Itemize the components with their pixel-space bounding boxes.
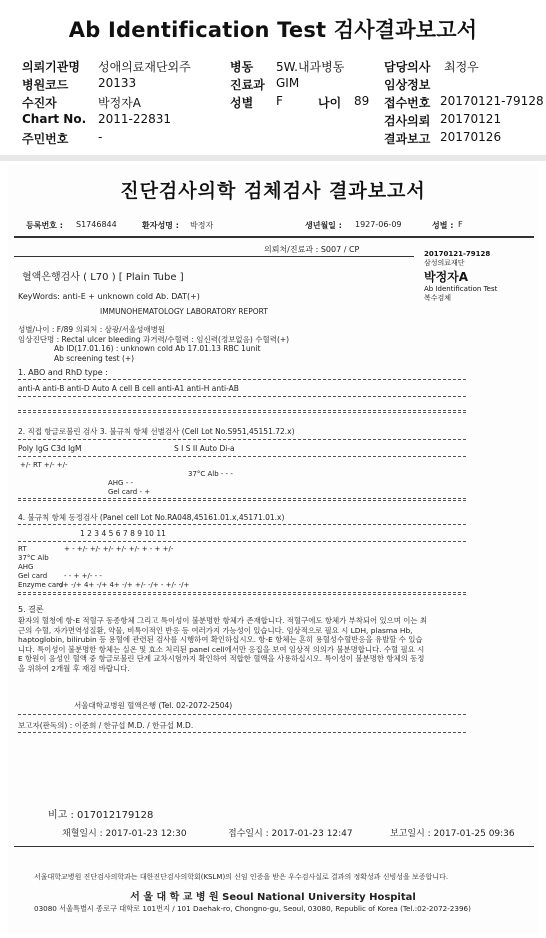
patient-name-label: 환자성명 : — [142, 221, 179, 230]
table-row — [18, 572, 466, 581]
table-row — [18, 563, 466, 572]
label-clinical-info: 임상정보 — [384, 78, 431, 92]
row-values: + - +/- +/- +/- +/- +/- + - + +/- — [64, 545, 174, 553]
ab-id-line: Ab ID(17.01.16) : unknown cold Ab 17.01.13 RBC 1unit — [54, 344, 261, 353]
stamp-test: Ab Identification Test — [424, 285, 498, 293]
info-row — [22, 112, 542, 130]
divider — [18, 541, 466, 542]
value-request-date: 20170121 — [440, 112, 502, 126]
patient-info-table — [22, 58, 542, 148]
label-patient: 수진자 — [22, 96, 57, 110]
stamp-specimen: 복수검체 — [424, 294, 452, 302]
report-header-title: Ab Identification Test 검사결과보고서 — [68, 18, 478, 42]
hospital-address: 03080 서울특별시 종로구 대학로 101번지 / 101 Daehak-ro, Chongno-gu, Seoul, 03080, Republic of Korea (Tel.:02-2072-2396) — [34, 904, 471, 913]
dept: 의뢰처/진료과 : S007 / CP — [264, 245, 360, 254]
row-label: Gel card — [18, 572, 48, 580]
label-resident-no: 주민번호 — [22, 132, 69, 146]
label-doctor: 담당의사 — [384, 60, 431, 74]
divider — [18, 396, 466, 397]
divider — [18, 498, 466, 501]
report-time: 보고일시 : 2017-01-25 09:36 — [390, 829, 515, 839]
divider — [18, 379, 466, 380]
hospital-name: 서 울 대 학 교 병 원 Seoul National University Hospital — [130, 892, 416, 903]
section-conclusion-title: 5. 결론 — [18, 605, 44, 614]
screen-headers: S I S II Auto Di-a — [174, 444, 235, 453]
screen-row: Gel card - + — [108, 488, 151, 496]
value-sex: F — [276, 94, 283, 108]
row-label: Enzyme card — [18, 581, 64, 589]
dob: 1927-06-09 — [355, 220, 402, 229]
label-hospital-code: 병원코드 — [22, 78, 69, 92]
divider — [14, 236, 534, 238]
reg-no: S1746844 — [76, 220, 117, 229]
section-panel-title: 4. 불규칙 항체 동정검사 (Panel cell Lot No.RA048,45161.01.x,45171.01.x) — [18, 513, 285, 522]
table-row — [18, 554, 466, 563]
note: 비고 : 017012179128 — [48, 810, 154, 821]
value-doctor: 최정우 — [444, 60, 479, 74]
lab-name: IMMUNOHEMATOLOGY LABORATORY REPORT — [100, 307, 268, 316]
reg-no-label: 등록번호 : — [26, 221, 63, 230]
label-report-date: 결과보고 — [384, 132, 431, 146]
stamp-name: 박정자A — [424, 270, 469, 284]
row-label: RT — [18, 545, 27, 553]
dat-headers: Poly IgG C3d IgM — [18, 444, 82, 453]
value-ward: 5W.내과병동 — [276, 60, 345, 74]
patient-name: 박정자 — [190, 221, 214, 230]
panel-results-table — [18, 545, 466, 590]
row-values: -/+ -/+ 4+ -/+ 4+ -/+ +/- -/+ - +/- -/+ — [58, 581, 190, 589]
stamp-number: 20170121-79128 — [424, 250, 491, 258]
label-requesting-org: 의뢰기관명 — [22, 60, 80, 74]
value-receipt-no: 20170121-79128 — [440, 94, 544, 108]
divider — [18, 732, 466, 733]
divider — [18, 714, 466, 715]
keywords: KeyWords: anti-E + unknown cold Ab. DAT(+) — [18, 292, 200, 301]
collection-time: 채혈일시 : 2017-01-23 12:30 — [62, 829, 187, 839]
value-requesting-org: 성애의료재단외주 — [98, 60, 191, 74]
divider — [18, 592, 466, 595]
label-request-date: 검사의뢰 — [384, 114, 431, 128]
value-resident-no: - — [98, 130, 103, 144]
value-chart-no: 2011-22831 — [98, 112, 172, 126]
panel-cell-numbers: 1 2 3 4 5 6 7 8 9 10 11 — [80, 529, 166, 538]
diagnosis-line: 임상진단명 : Rectal ulcer bleeding 과거력/수혈력 : 임신력(정보없음) 수혈력(+) — [18, 335, 290, 344]
receipt-time: 접수일시 : 2017-01-23 12:47 — [228, 829, 353, 839]
label-receipt-no: 접수번호 — [384, 96, 431, 110]
value-hospital-code: 20133 — [98, 76, 137, 90]
label-ward: 병동 — [230, 60, 254, 74]
divider — [0, 155, 546, 161]
abo-columns: anti-A anti-B anti-D Auto A cell B cell anti-A1 anti-H anti-AB — [18, 384, 239, 393]
divider — [18, 410, 466, 413]
reporter: 보고자(판독의) : 이준희 / 한규섭 M.D. / 한규섭 M.D. — [18, 721, 194, 730]
info-row — [22, 94, 542, 112]
label-chart-no: Chart No. — [22, 112, 87, 126]
table-row — [18, 545, 466, 554]
blood-bank-test: 혈액은행검사 ( L70 ) [ Plain Tube ] — [22, 272, 184, 283]
screen-row: AHG - - — [108, 479, 133, 487]
divider — [18, 524, 466, 525]
divider — [18, 439, 466, 440]
certification-note: 서울대학교병원 진단검사의학과는 대한진단검사의학회(KSLM)의 신임 인증을 받은 우수검사실로 결과의 정확성과 신빙성을 보증합니다. — [34, 873, 449, 881]
divider — [14, 846, 534, 847]
info-row — [22, 130, 542, 148]
divider — [18, 456, 466, 457]
divider — [14, 256, 414, 257]
conclusion-text: 환자의 혈청에 항-E 적혈구 동종항체 그리고 특이성이 불분명한 항체가 존재합니다. 적혈구에도 항체가 부착되어 있으며 이는 최근의 수혈, 자가면역성질환, 약물, 비특이적인 반응 등 여러가지 가능성이 있습니다. 임상적으로 필요 시 LDH, plasma Hb, haptoglobin, bilirubin 등 용혈에 관련된 검사를 시행하여 확인하십시오. 항-E 항체는 흔히 용혈성수혈반응을 유발할 수 있습니다. 특이성이 불분명한 항체는 실온 및 효소 처리된 panel cell에서만 응집을 보여 임상적 의의가 불분명합니다. 수혈 필요 시 E 항원이 음성인 혈액 중 항글로불린 단계 교차시험까지 확인하여 적합한 혈액을 사용하십시오. 특이성이 불분명한 항체의 동정을 위하여 2개월 후 재검 바랍니다. — [18, 616, 428, 673]
info-row — [22, 76, 542, 94]
table-row — [18, 581, 466, 590]
sex: F — [458, 220, 463, 229]
scanned-report-title: 진단검사의학 검체검사 결과보고서 — [120, 180, 426, 202]
label-age: 나이 — [318, 96, 342, 110]
section-abo-title: 1. ABO and RhD type : — [18, 368, 108, 377]
info-row — [22, 58, 542, 76]
section-dat-title: 2. 직접 항글로불린 검사 3. 불규칙 항체 선별검사 (Cell Lot No.S951,45151.72.x) — [18, 427, 295, 436]
demographics-line: 성별/나이 : F/89 의뢰처 : 삼광/서울성애병원 — [18, 325, 166, 334]
row-label: AHG — [18, 563, 34, 571]
label-sex: 성별 — [230, 96, 254, 110]
value-patient: 박정자A — [98, 96, 141, 110]
screen-row: 37°C Alb - - - — [188, 470, 233, 478]
row-values: - - + +/- - - — [64, 572, 102, 580]
value-age: 89 — [354, 94, 370, 108]
dat-row: +/- RT +/- +/- — [20, 461, 68, 469]
dob-label: 생년월일 : — [305, 221, 342, 230]
label-department: 진료과 — [230, 78, 265, 92]
specimen-label-stamp — [424, 250, 536, 303]
stamp-institute: 삼성의료재단 — [424, 259, 465, 267]
blood-bank-contact: 서울대학교병원 혈액은행 (Tel. 02-2072-2504) — [74, 701, 233, 710]
sex-label: 성별 : — [432, 221, 454, 230]
value-department: GIM — [276, 76, 300, 90]
value-report-date: 20170126 — [440, 130, 502, 144]
row-label: 37°C Alb — [18, 554, 49, 562]
ab-screen-line: Ab screening test (+) — [54, 354, 135, 363]
